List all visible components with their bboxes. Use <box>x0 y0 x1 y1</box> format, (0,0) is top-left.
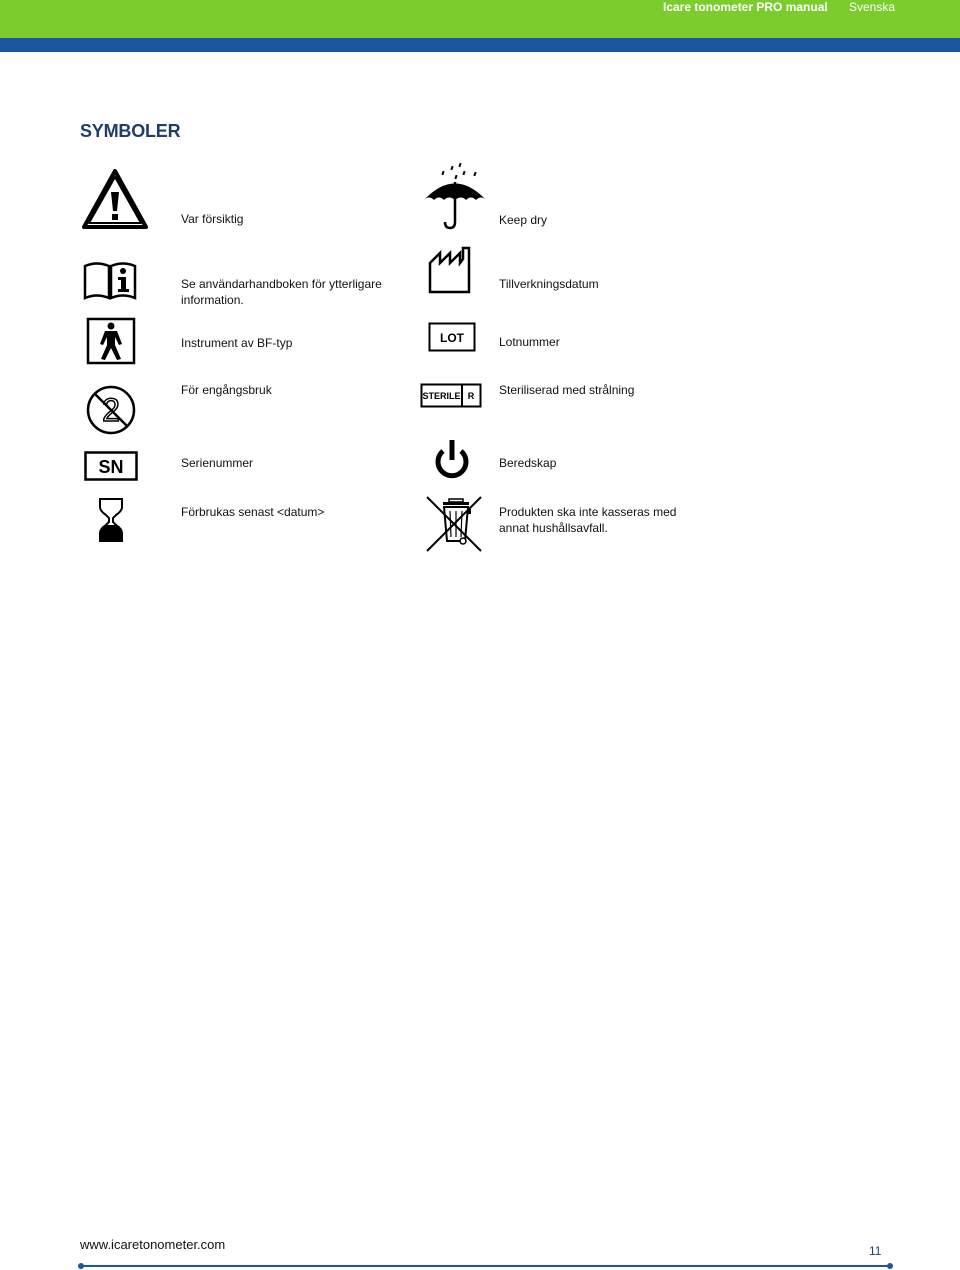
svg-text:2: 2 <box>102 392 120 428</box>
header-stripe <box>0 38 960 52</box>
footer-rule-end <box>887 1263 893 1269</box>
document-title: Icare tonometer PRO manual <box>663 0 828 14</box>
manual-label: Se användarhandboken för ytterligare information. <box>181 277 382 307</box>
sterile-r-icon <box>420 383 482 408</box>
keep-dry-label: Keep dry <box>499 213 548 227</box>
sterile-icon-text: STERILE <box>422 391 461 401</box>
lot-label: Lotnummer <box>499 335 560 349</box>
hourglass-icon <box>98 497 124 543</box>
language-label: Svenska <box>849 0 896 14</box>
expiry-label: Förbrukas senast <datum> <box>181 505 325 519</box>
single-use-label: För engångsbruk <box>181 383 272 397</box>
section-title: SYMBOLER <box>80 121 181 141</box>
manual-info-icon <box>82 260 138 302</box>
power-standby-icon <box>432 438 472 482</box>
page-number: 11 <box>869 1244 882 1258</box>
sterile-r-text: R <box>467 391 475 401</box>
footer-rule <box>80 1265 892 1267</box>
caution-label: Var försiktig <box>181 212 244 226</box>
warning-triangle-icon <box>82 168 148 230</box>
sn-icon <box>84 451 138 481</box>
factory-icon <box>427 245 473 295</box>
weee-label: Produkten ska inte kasseras med annat hushållsavfall. <box>499 505 677 535</box>
sn-icon-text: SN <box>98 457 124 477</box>
do-not-reuse-icon <box>85 384 137 436</box>
bf-type-label: Instrument av BF-typ <box>181 336 293 350</box>
footer-rule-start <box>78 1263 84 1269</box>
standby-label: Beredskap <box>499 456 557 470</box>
crossed-bin-icon <box>425 495 483 553</box>
serial-label: Serienummer <box>181 456 254 470</box>
bf-person-icon <box>86 317 136 365</box>
footer-website: www.icaretonometer.com <box>80 1237 226 1252</box>
lot-icon <box>428 322 476 352</box>
umbrella-rain-icon <box>422 162 488 230</box>
manufacture-date-label: Tillverkningsdatum <box>499 277 599 291</box>
lot-icon-text: LOT <box>440 331 464 345</box>
sterile-label: Steriliserad med strålning <box>499 383 635 397</box>
